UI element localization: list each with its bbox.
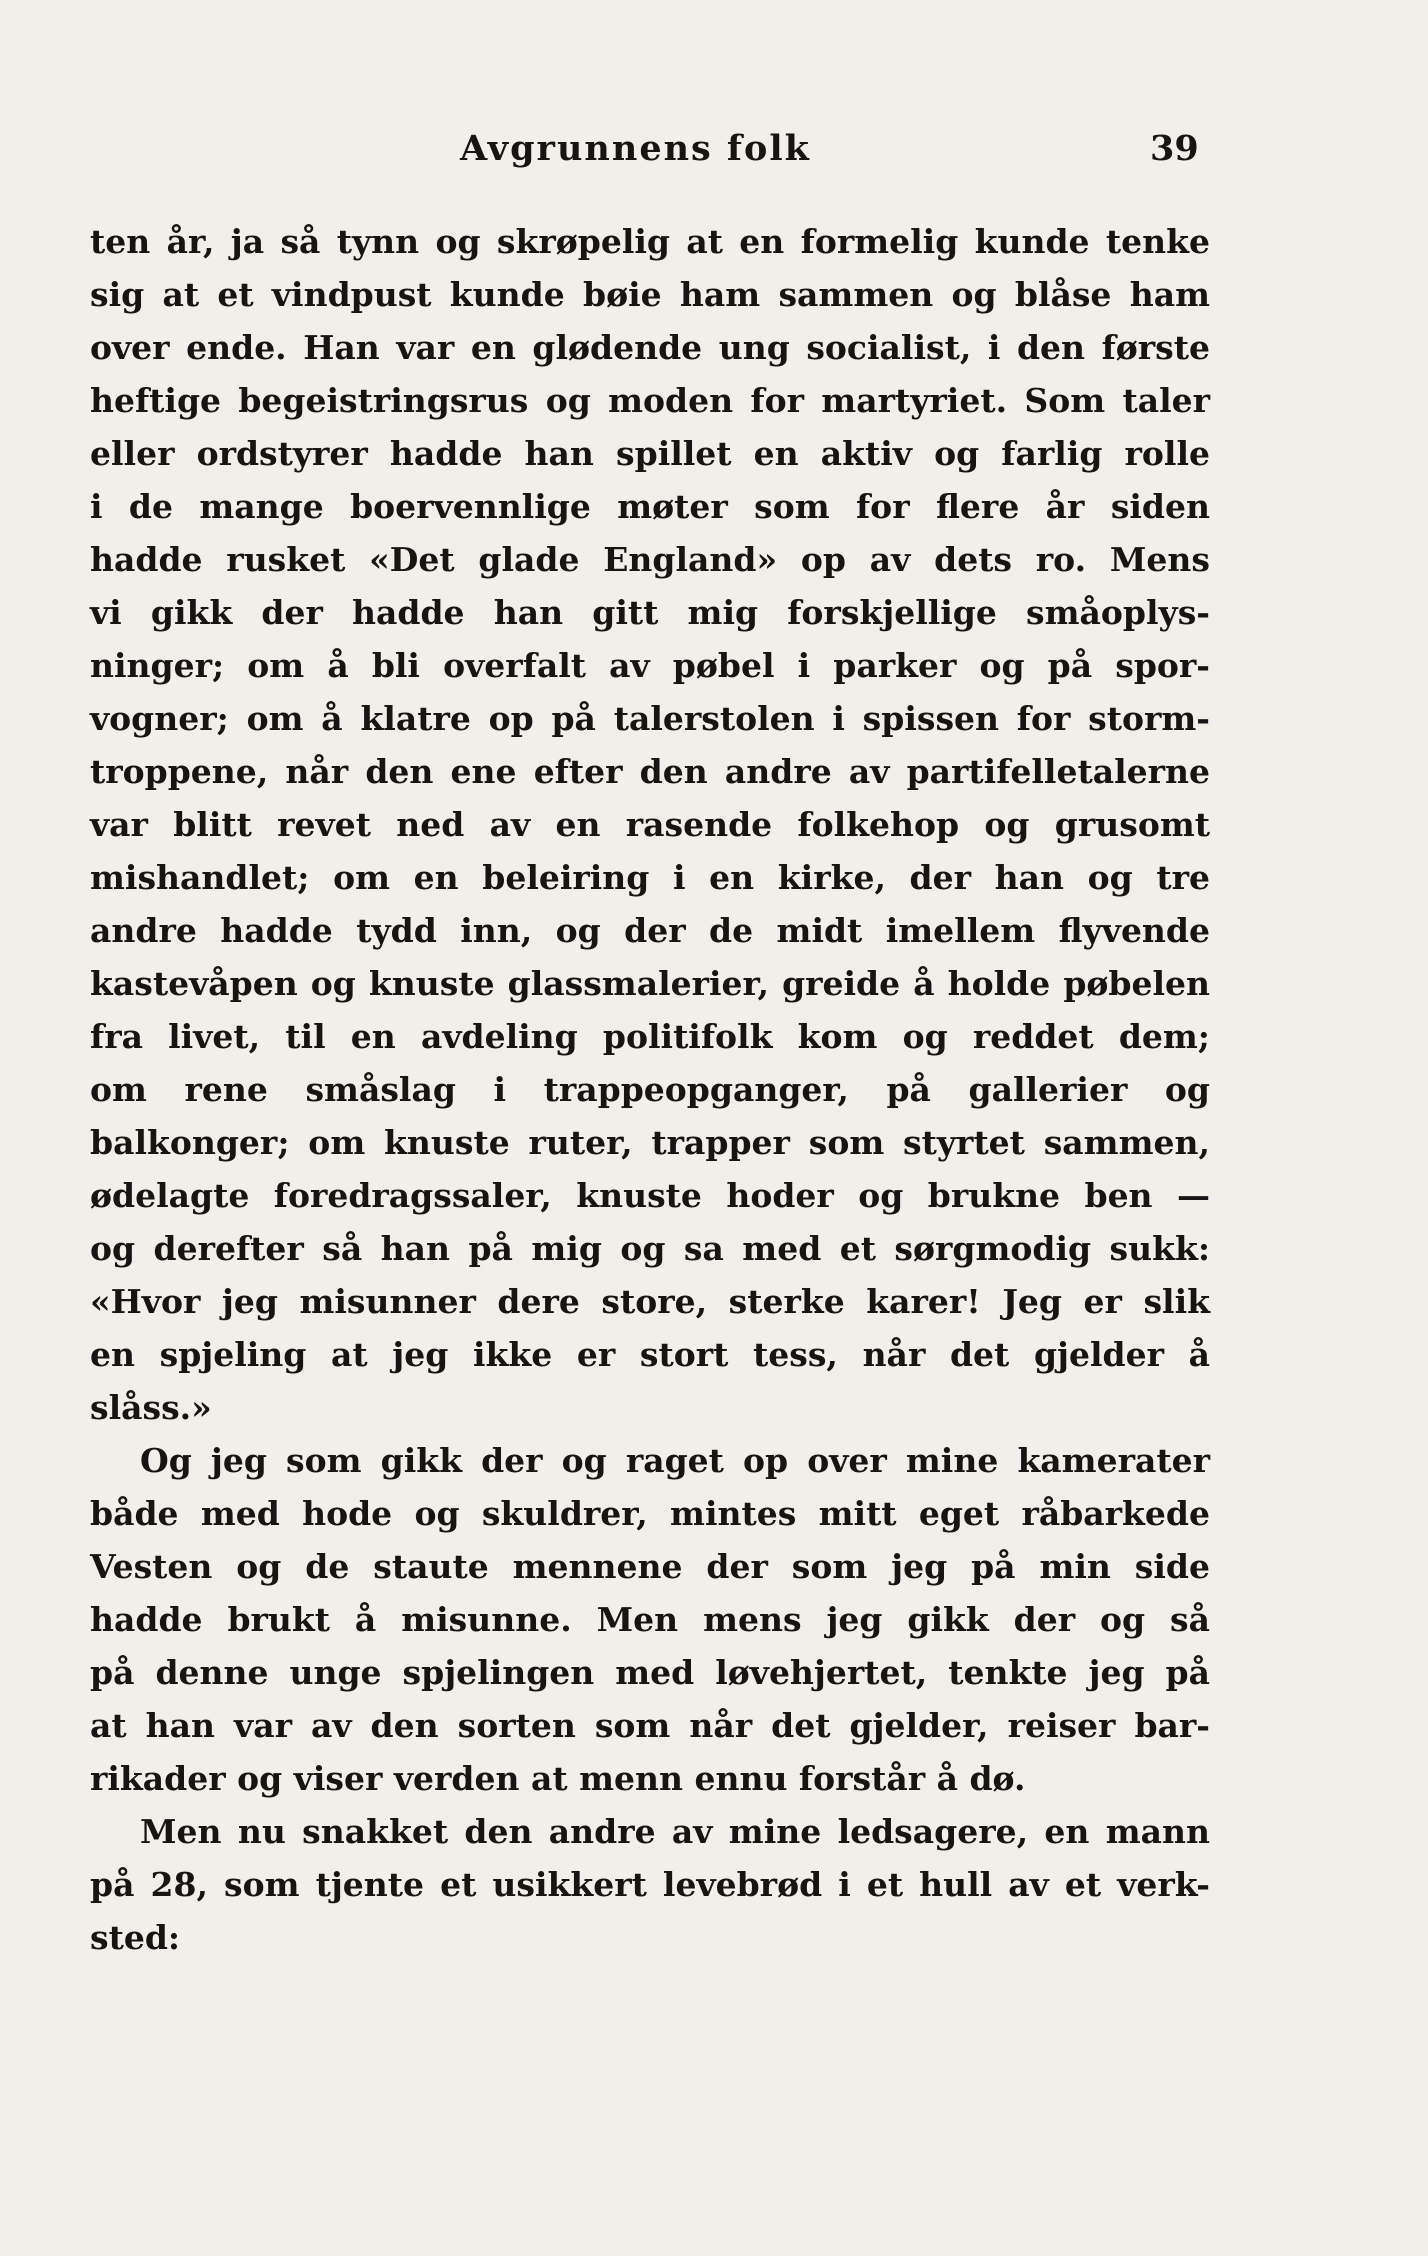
text-line: mishandlet; om en beleiring i en kirke, der han og tre xyxy=(90,858,1210,897)
text-line: balkonger; om knuste ruter, trapper som styrtet sammen, xyxy=(90,1123,1210,1162)
text-line: var blitt revet ned av en rasende folkehop og grusomt xyxy=(90,805,1210,844)
text-line: andre hadde tydd inn, og der de midt imellem flyvende xyxy=(90,911,1210,950)
text-line: Vesten og de staute mennene der som jeg på min side xyxy=(90,1547,1210,1586)
text-line: troppene, når den ene efter den andre av partifelletalerne xyxy=(90,752,1210,791)
paragraph xyxy=(90,215,1210,1434)
text-line: «Hvor jeg misunner dere store, sterke karer! Jeg er slik xyxy=(90,1282,1210,1321)
text-line: ninger; om å bli overfalt av pøbel i parker og på spor- xyxy=(90,646,1210,685)
text-line: over ende. Han var en glødende ung socialist, i den første xyxy=(90,328,1210,367)
text-line: ødelagte foredragssaler, knuste hoder og brukne ben — xyxy=(90,1176,1210,1215)
text-line: kastevåpen og knuste glassmalerier, greide å holde pøbelen xyxy=(90,964,1210,1003)
text-line: en spjeling at jeg ikke er stort tess, når det gjelder å xyxy=(90,1335,1210,1374)
text-line: sted: xyxy=(90,1918,181,1957)
text-line: hadde rusket «Det glade England» op av dets ro. Mens xyxy=(90,540,1210,579)
text-line: og derefter så han på mig og sa med et sørgmodig sukk: xyxy=(90,1229,1210,1268)
page-number: 39 xyxy=(1150,128,1199,169)
body-text xyxy=(90,215,1210,1964)
text-line: fra livet, til en avdeling politifolk kom og reddet dem; xyxy=(90,1017,1210,1056)
running-header xyxy=(0,124,1428,174)
text-line: Men nu snakket den andre av mine ledsagere, en mann xyxy=(140,1812,1210,1851)
text-line: slåss.» xyxy=(90,1388,212,1427)
text-line: heftige begeistringsrus og moden for martyriet. Som taler xyxy=(90,381,1210,420)
text-line: hadde brukt å misunne. Men mens jeg gikk der og så xyxy=(90,1600,1210,1639)
text-line: at han var av den sorten som når det gjelder, reiser bar- xyxy=(90,1706,1210,1745)
text-line: både med hode og skuldrer, mintes mitt eget råbarkede xyxy=(90,1494,1210,1533)
text-line: Og jeg som gikk der og raget op over mine kamerater xyxy=(140,1441,1210,1480)
text-line: om rene småslag i trappeopganger, på gallerier og xyxy=(90,1070,1210,1109)
text-line: på 28, som tjente et usikkert levebrød i et hull av et verk- xyxy=(90,1865,1210,1904)
text-line: ten år, ja så tynn og skrøpelig at en formelig kunde tenke xyxy=(90,222,1210,261)
text-line: vogner; om å klatre op på talerstolen i spissen for storm- xyxy=(90,699,1210,738)
text-line: vi gikk der hadde han gitt mig forskjellige småoplys- xyxy=(90,593,1210,632)
text-line: rikader og viser verden at menn ennu forstår å dø. xyxy=(90,1759,1026,1798)
running-title: Avgrunnens folk xyxy=(460,128,811,169)
text-line: på denne unge spjelingen med løvehjertet, tenkte jeg på xyxy=(90,1653,1210,1692)
text-line: i de mange boervennlige møter som for flere år siden xyxy=(90,487,1210,526)
text-line: sig at et vindpust kunde bøie ham sammen og blåse ham xyxy=(90,275,1210,314)
text-line: eller ordstyrer hadde han spillet en aktiv og farlig rolle xyxy=(90,434,1210,473)
paragraph xyxy=(90,1434,1210,1805)
paragraph xyxy=(90,1805,1210,1964)
